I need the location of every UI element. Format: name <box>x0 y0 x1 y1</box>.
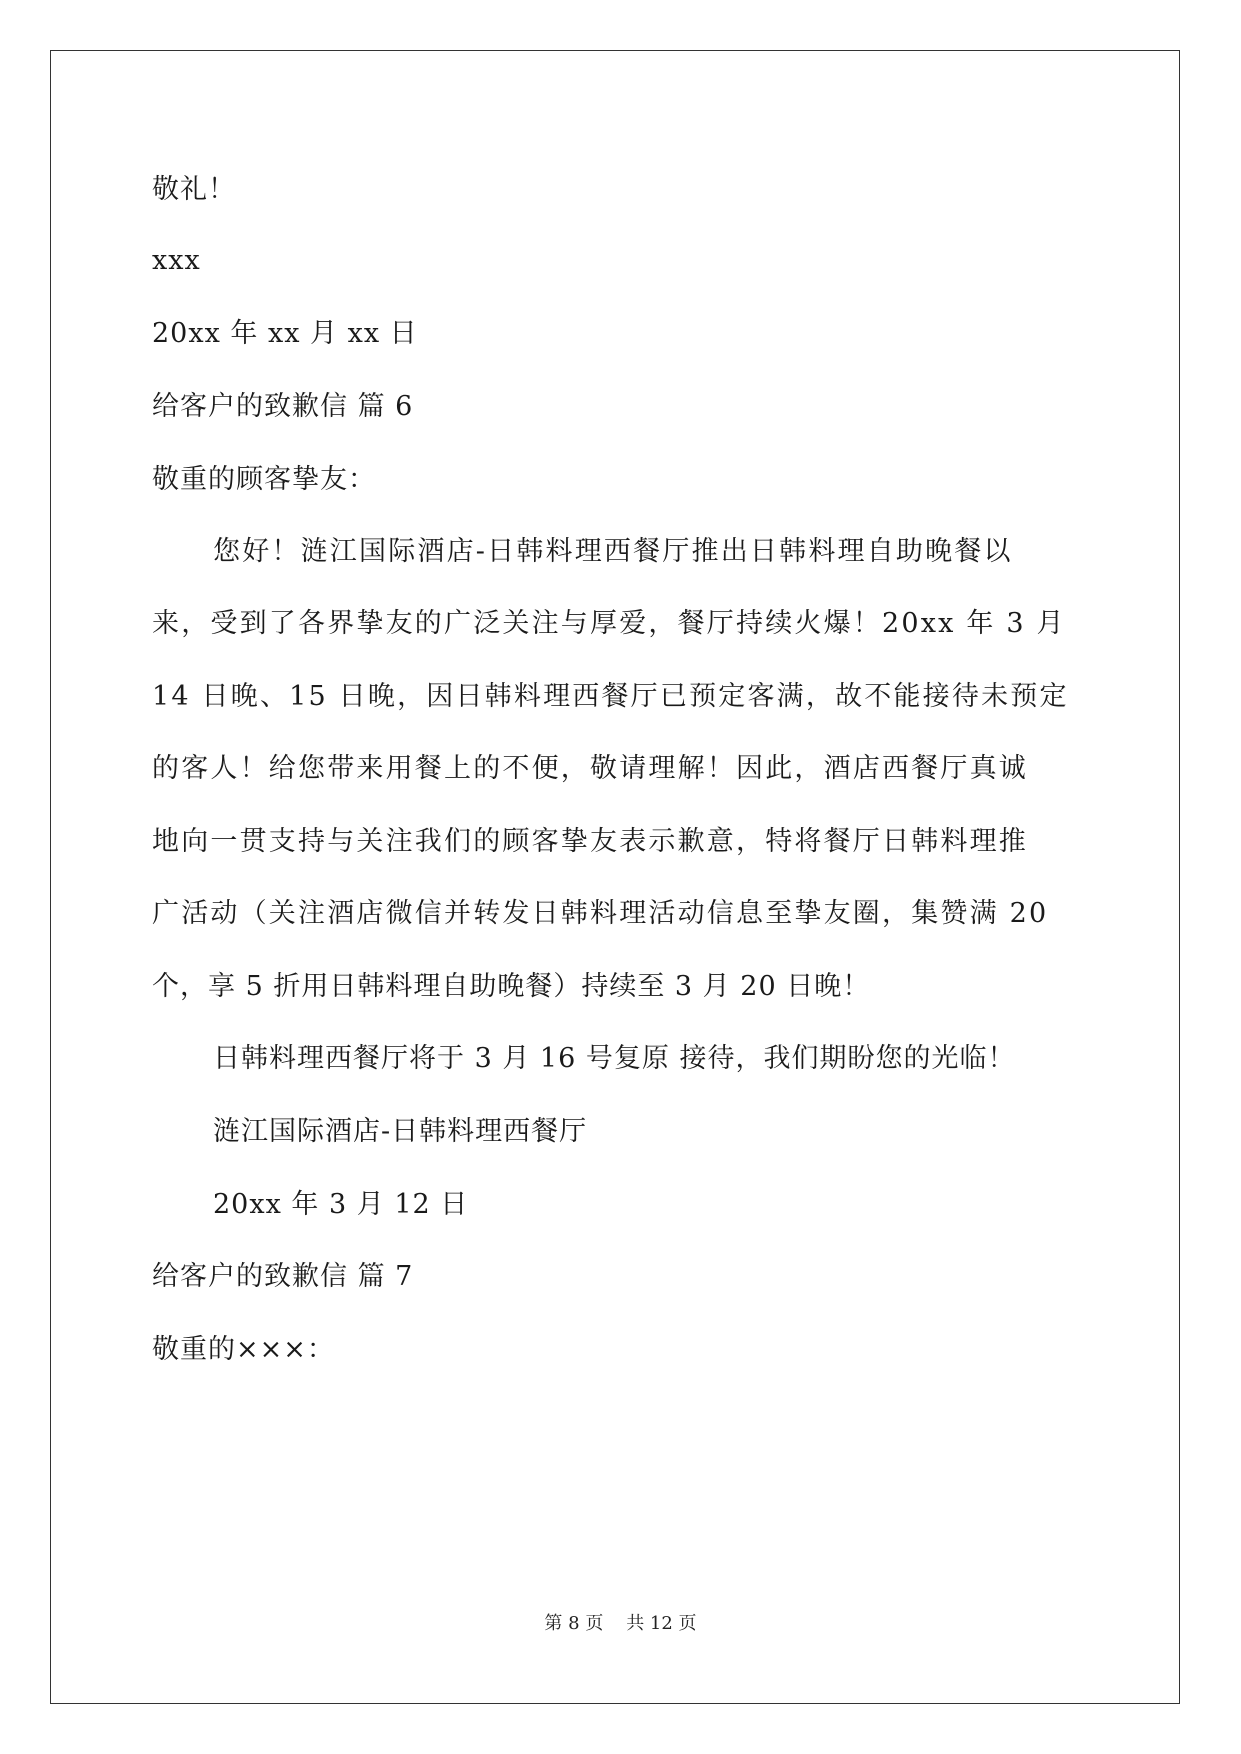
sender-name: 涟江国际酒店-日韩料理西餐厅 <box>213 1116 588 1147</box>
paragraph-line: 个，享 5 折用日韩料理自助晚餐）持续至 3 月 20 日晚！ <box>152 971 871 1002</box>
paragraph-line: 您好！涟江国际酒店-日韩料理西餐厅推出日韩料理自助晚餐以 <box>213 536 1013 567</box>
paragraph-line: 广活动（关注酒店微信并转发日韩料理活动信息至挚友圈，集赞满 20 <box>152 898 1049 929</box>
signature-name: xxx <box>152 245 201 276</box>
paragraph-line: 14 日晚、15 日晚，因日韩料理西餐厅已预定客满，故不能接待未预定 <box>152 681 1069 712</box>
paragraph-line: 的客人！给您带来用餐上的不便，敬请理解！因此，酒店西餐厅真诚 <box>152 753 1028 784</box>
page-number: 第 8 页 共 12 页 <box>544 1613 697 1634</box>
paragraph-line: 地向一贯支持与关注我们的顾客挚友表示歉意，特将餐厅日韩料理推 <box>152 826 1028 857</box>
closing-salutation: 敬礼！ <box>152 174 236 205</box>
page-footer <box>0 1612 1241 1636</box>
signature-date: 20xx 年 xx 月 xx 日 <box>152 318 418 349</box>
section-heading-6: 给客户的致歉信 篇 6 <box>152 391 414 422</box>
page-frame <box>50 50 1180 1704</box>
letter-date: 20xx 年 3 月 12 日 <box>213 1189 469 1220</box>
section-heading-7: 给客户的致歉信 篇 7 <box>152 1261 414 1292</box>
letter-greeting: 敬重的×××： <box>152 1334 335 1365</box>
letter-greeting: 敬重的顾客挚友： <box>152 464 376 495</box>
paragraph-line: 日韩料理西餐厅将于 3 月 16 号复原 接待，我们期盼您的光临！ <box>213 1043 1016 1074</box>
paragraph-line: 来，受到了各界挚友的广泛关注与厚爱，餐厅持续火爆！20xx 年 3 月 <box>152 608 1066 639</box>
